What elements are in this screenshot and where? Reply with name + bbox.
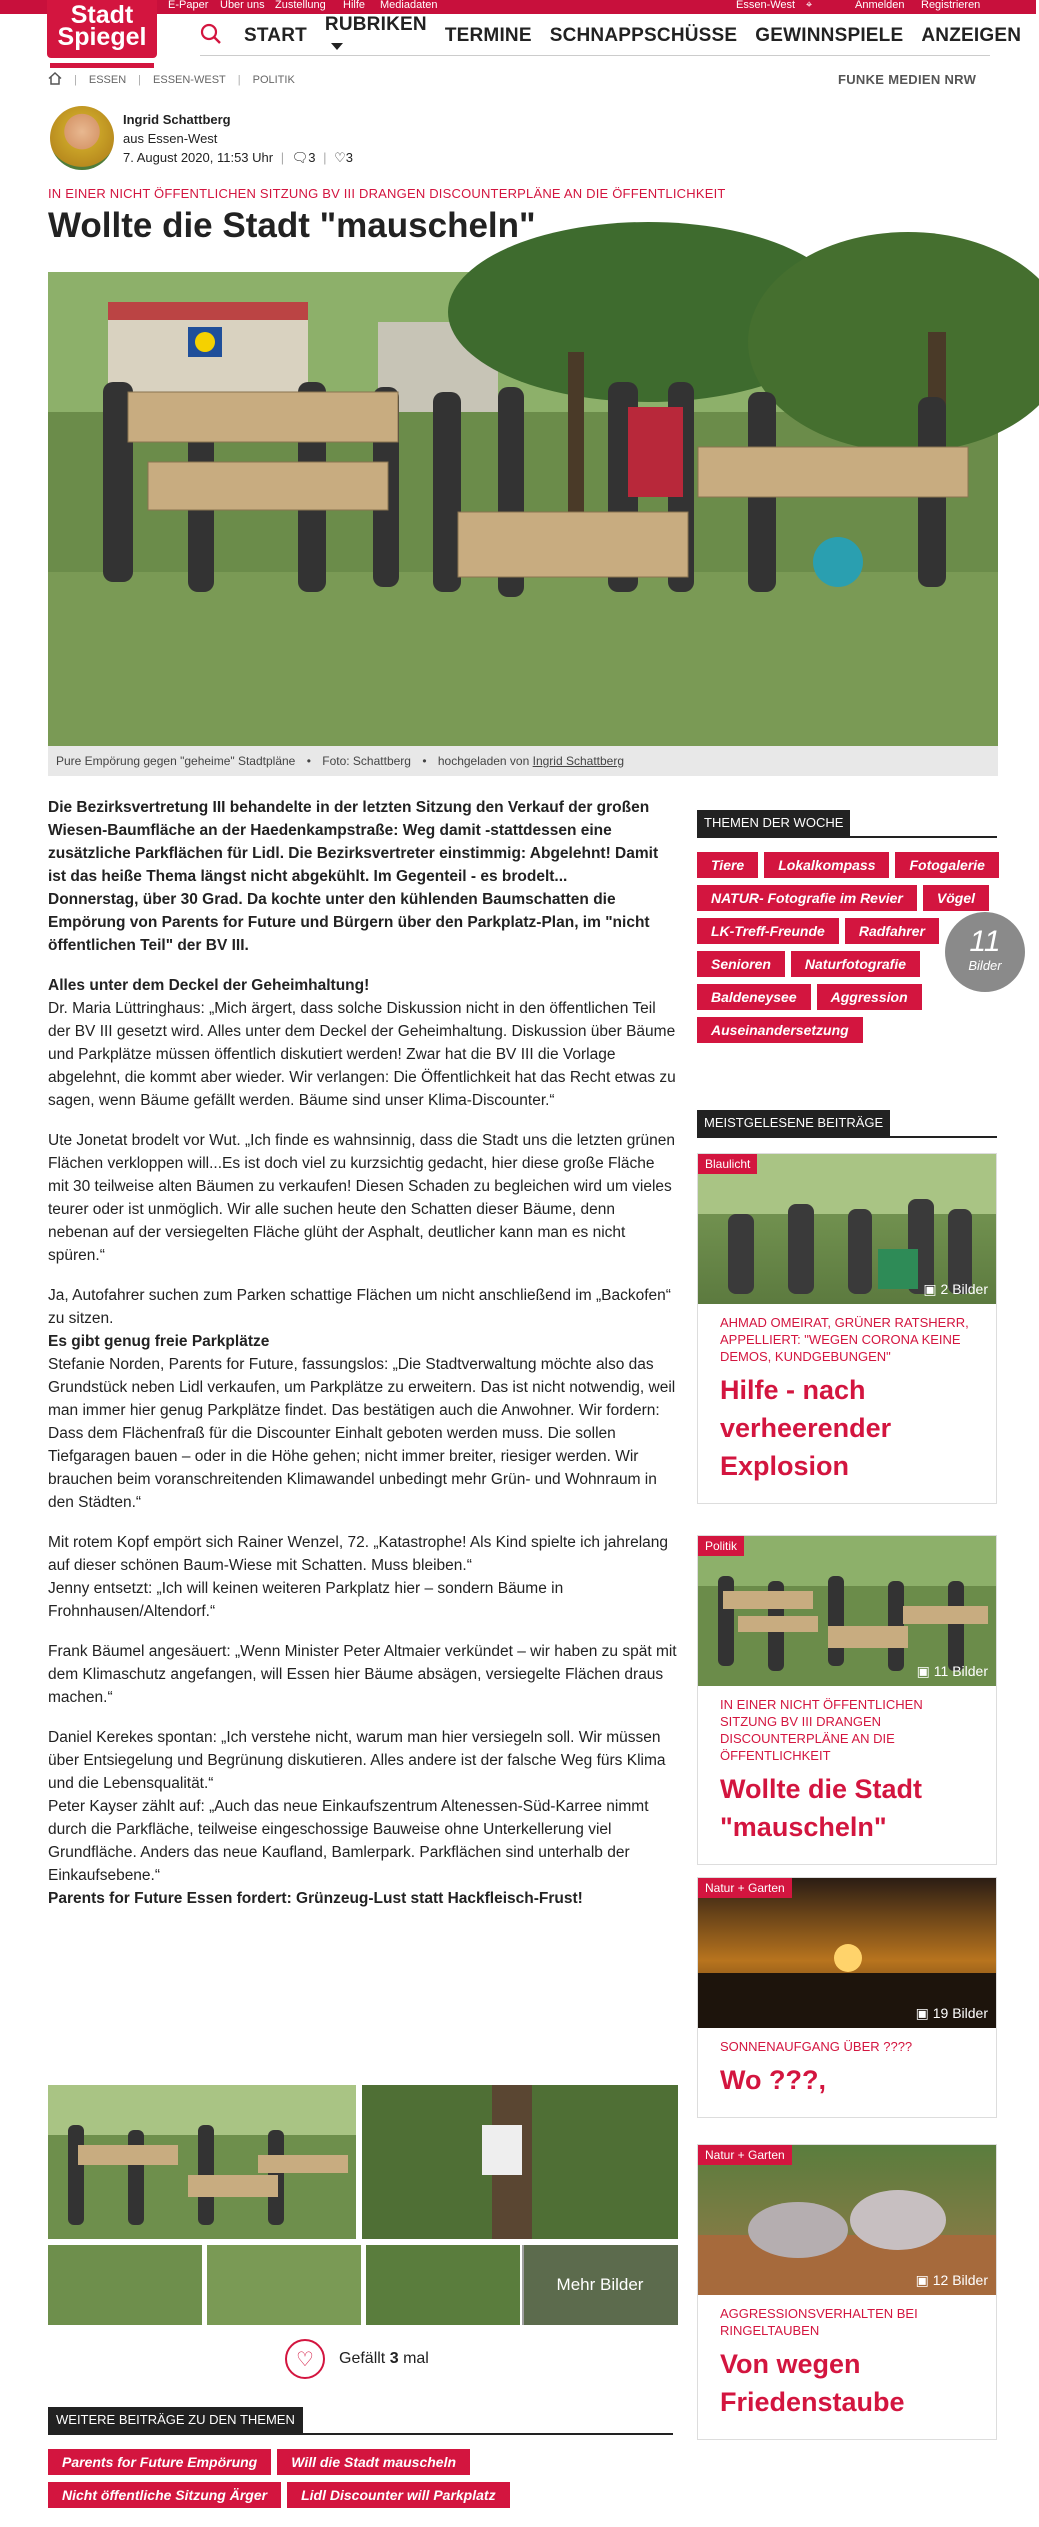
search-icon[interactable] (200, 23, 222, 50)
heart-icon[interactable]: ♡ (334, 150, 346, 165)
topic-tag[interactable]: Senioren (697, 951, 785, 977)
topic-tag[interactable]: Tiere (697, 852, 758, 878)
nav-item-rubriken[interactable]: RUBRIKEN (325, 14, 427, 58)
card-title[interactable]: Wollte die Stadt "mauscheln" (720, 1774, 923, 1842)
popular-card[interactable] (697, 1535, 997, 1865)
topbar-link-help[interactable]: Hilfe (343, 0, 366, 11)
topbar-link-about[interactable]: Über uns (220, 0, 265, 11)
card-image (698, 1154, 996, 1304)
closing-line: Parents for Future Essen fordert: Grünzeug-Lust statt Hackfleisch-Frust! (48, 1890, 583, 1907)
breadcrumb: | ESSEN | ESSEN-WEST | POLITIK (48, 71, 295, 89)
home-icon[interactable] (48, 72, 62, 88)
topbar-link-epaper[interactable]: E-Paper (168, 0, 209, 11)
card-image-count: ▣ 19 Bilder (915, 2005, 988, 2021)
more-topics-divider (48, 2433, 673, 2435)
card-category[interactable]: Natur + Garten (698, 1878, 792, 1898)
uploader-link[interactable]: Ingrid Schattberg (532, 754, 625, 768)
paragraph: Mit rotem Kopf empört sich Rainer Wenzel, 72. „Katastrophe! Als Kind spielte ich jahrelang auf dieser schönen Baum-Wiese mit Schatten. Muss bleiben.“ (48, 1534, 669, 1574)
paragraph: Peter Kayser zählt auf: „Auch das neue Einkaufszentrum Altenessen-Süd-Karree nimmt durch die Parkfläche, teilweise eingeschossige Bauweise ohne Unterkellerung viel Grundfläche. Anders das neue Kaufland, Bamlerpark. Parkflächen sind unterhalb der Einkaufsebene.“ (48, 1798, 649, 1884)
more-images-button[interactable]: Mehr Bilder (522, 2245, 678, 2325)
author-info (123, 110, 353, 167)
register-link[interactable]: Registrieren (921, 0, 981, 11)
popular-heading: MEISTGELESENE BEITRÄGE (697, 1110, 890, 1136)
paragraph: Stefanie Norden, Parents for Future, fassungslos: „Die Stadtverwaltung möchte also das Grundstück neben Lidl verkaufen, um Parkplätze zu erweitern. Das ist nicht notwendig, weil man immer hier genug Parkplätze findet. Das bestätigen auch die Anwohner. Wir fordern: Dass dem Flächenfraß für die Discounter Einhalt geboten werden muss. Die sollen Tiefgaragen bauen – oder in die Höhe gehen; nicht immer breiter, riesiger werden. Wir brauchen beim voranschreitenden Klimawandel unbedingt mehr Grün- und Wohnraum in den Städten.“ (48, 1356, 676, 1511)
card-kicker: AHMAD OMEIRAT, GRÜNER RATSHERR, APPELLIERT: "WEGEN CORONA KEINE DEMOS, KUNDGEBUNGEN" (720, 1315, 969, 1364)
article-intro-2: Donnerstag, über 30 Grad. Da kochte unter den kühlenden Baumschatten die Empörung von Parents for Future und Bürgern über den Parkplatz-Plan, im "nicht öffentlichen Teil" der BV III. (48, 891, 650, 954)
author-avatar[interactable] (50, 106, 114, 170)
popular-card[interactable] (697, 2144, 997, 2440)
gallery-thumb[interactable] (366, 2245, 520, 2325)
topbar-link-media[interactable]: Mediadaten (380, 0, 438, 11)
region-selector[interactable]: Essen-West (736, 0, 796, 11)
card-image-count: ▣ 2 Bilder (923, 1281, 988, 1297)
topic-tag[interactable]: Lokalkompass (764, 852, 889, 878)
topic-tag[interactable]: Baldeneysee (697, 984, 811, 1010)
nav-divider (200, 55, 990, 56)
popular-card[interactable] (697, 1877, 997, 2118)
breadcrumb-essen[interactable]: ESSEN (88, 74, 127, 86)
article-kicker: IN EINER NICHT ÖFFENTLICHEN SITZUNG BV III DRANGEN DISCOUNTERPLÄNE AN DIE ÖFFENTLICHKEIT (48, 186, 726, 201)
topic-tag[interactable]: Radfahrer (845, 918, 939, 944)
main-navigation (200, 14, 1039, 54)
topic-tag[interactable]: Parents for Future Empörung (48, 2449, 271, 2475)
like-count[interactable]: 3 (345, 150, 354, 165)
topic-tag[interactable]: Aggression (817, 984, 922, 1010)
paragraph: Frank Bäumel angesäuert: „Wenn Minister Peter Altmaier verkündet – wir haben zu spät mit dem Klimaschutz angefangen, will Essen hier Bäume absägen, versiegelte Flächen draus machen.“ (48, 1643, 677, 1706)
topbar-link-delivery[interactable]: Zustellung (275, 0, 326, 11)
card-title[interactable]: Wo ???, (720, 2065, 826, 2095)
paragraph: Daniel Kerekes spontan: „Ich verstehe nicht, warum man hier versiegeln soll. Wir müssen über Entsiegelung und Begrünung diskutieren. Alles andere ist der falsche Weg fürs Klima und die Lebensqualität.“ (48, 1729, 666, 1792)
article-title: Wollte die Stadt "mauscheln" (48, 206, 536, 245)
card-category[interactable]: Natur + Garten (698, 2145, 792, 2165)
gallery-thumb[interactable] (48, 2245, 202, 2325)
card-kicker: SONNENAUFGANG ÜBER ???? (720, 2039, 913, 2054)
card-image-count: ▣ 11 Bilder (916, 1663, 988, 1679)
publish-date: 7. August 2020, 11:53 Uhr (123, 150, 274, 165)
image-gallery (48, 2085, 678, 2325)
topic-tag[interactable]: Vögel (923, 885, 989, 911)
more-topic-tags (48, 2449, 678, 2515)
topic-tag[interactable]: Will die Stadt mauscheln (277, 2449, 470, 2475)
camera-icon: ▣ (915, 2005, 933, 2021)
heart-icon[interactable]: ♡ (285, 2339, 325, 2379)
card-category[interactable]: Politik (698, 1536, 744, 1556)
card-title[interactable]: Hilfe - nach verheerender Explosion (720, 1375, 892, 1481)
like-count-label: 3 (389, 2350, 399, 2367)
topic-tags (697, 852, 1007, 1050)
location-icon: ⌖ (806, 0, 813, 11)
comment-icon[interactable]: 🗨 (291, 150, 309, 165)
nav-item-termine[interactable]: TERMINE (444, 25, 532, 46)
hero-photo-illustration (48, 272, 998, 746)
topics-heading: THEMEN DER WOCHE (697, 810, 850, 836)
breadcrumb-politik[interactable]: POLITIK (252, 74, 295, 86)
topic-tag[interactable]: Naturfotografie (791, 951, 920, 977)
article-intro: Die Bezirksvertretung III behandelte in der letzten Sitzung den Verkauf der großen Wiesen-Baumfläche an der Haedenkampstraße: Weg damit -stattdessen eine zusätzliche Parkflächen für Lidl. Die Bezirksvertreter einstimmig: Abgelehnt! Damit ist das heiße Thema längst nicht abgekühlt. Im Gegenteil - es brodelt... (48, 799, 659, 885)
author-name[interactable]: Ingrid Schattberg (123, 112, 231, 127)
topic-tag[interactable]: Auseinandersetzung (697, 1017, 863, 1043)
gallery-count-badge[interactable]: 11 Bilder (945, 912, 1025, 992)
breadcrumb-essen-west[interactable]: ESSEN-WEST (153, 74, 226, 86)
topic-tag[interactable]: LK-Treff-Freunde (697, 918, 839, 944)
subheading: Alles unter dem Deckel der Geheimhaltung! (48, 977, 370, 994)
card-kicker: IN EINER NICHT ÖFFENTLICHEN SITZUNG BV III DRANGEN DISCOUNTERPLÄNE AN DIE ÖFFENTLICHKEIT (720, 1697, 923, 1763)
topics-divider (697, 836, 997, 838)
camera-icon: ▣ (923, 1281, 941, 1297)
paragraph: Ja, Autofahrer suchen zum Parken schattige Flächen um nicht anschließend im „Backofen“ zu sitzen. (48, 1287, 671, 1327)
login-link[interactable]: Anmelden (855, 0, 905, 11)
camera-icon: ▣ (916, 1663, 934, 1679)
card-kicker: AGGRESSIONSVERHALTEN BEI RINGELTAUBEN (720, 2306, 918, 2338)
subheading: Es gibt genug freie Parkplätze (48, 1333, 270, 1350)
article-meta: 7. August 2020, 11:53 Uhr | 🗨3 | ♡3 (123, 150, 354, 165)
card-image (698, 2145, 996, 2295)
popular-card[interactable] (697, 1153, 997, 1504)
card-category[interactable]: Blaulicht (698, 1154, 757, 1174)
gallery-thumb[interactable] (362, 2085, 678, 2239)
card-image-count: ▣ 12 Bilder (915, 2272, 988, 2288)
nav-item-schnappschuesse[interactable]: SCHNAPPSCHÜSSE (549, 25, 738, 46)
camera-icon: ▣ (915, 2272, 933, 2288)
topic-tag[interactable]: Lidl Discounter will Parkplatz (287, 2482, 509, 2508)
popular-divider (697, 1136, 997, 1138)
card-image (698, 1878, 996, 2028)
gallery-thumb[interactable] (207, 2245, 361, 2325)
site-logo[interactable]: Stadt Spiegel (47, 0, 157, 58)
nav-item-anzeigen[interactable]: ANZEIGEN (921, 25, 1022, 46)
paragraph: Jenny entsetzt: „Ich will keinen weiteren Parkplatz hier – sondern Bäume in Frohnhausen/Altendorf.“ (48, 1580, 564, 1620)
paragraph: Dr. Maria Lüttringhaus: „Mich ärgert, dass solche Diskussion nicht in den öffentlichen Teil der BV III gesetzt wird. Alles unter dem Deckel der Geheimhaltung. Diskussion über Bäume und Parkplätze müssen öffentlich diskutiert werden! Zwar hat die BV III die Vorlage abgelehnt, die kommt aber wieder. Wir verlangen: Die Öffentlichkeit hat das Recht etwas zu sagen, wenn Bäume gefällt werden. Bäume sind unser Klima-Discounter.“ (48, 1000, 676, 1109)
topic-tag[interactable]: Nicht öffentliche Sitzung Ärger (48, 2482, 281, 2508)
topic-tag[interactable]: NATUR- Fotografie im Revier (697, 885, 917, 911)
image-caption: Pure Empörung gegen "geheime" Stadtpläne • Foto: Schattberg • hochgeladen von Ingrid Schattberg (48, 746, 998, 776)
article-body (48, 796, 678, 1910)
like-section: ♡ Gefällt 3 mal (285, 2339, 429, 2379)
card-title[interactable]: Von wegen Friedenstaube (720, 2349, 905, 2417)
chevron-down-icon (331, 43, 343, 50)
topic-tag[interactable]: Fotogalerie (895, 852, 998, 878)
card-image (698, 1536, 996, 1686)
comment-count[interactable]: 3 (308, 150, 316, 165)
author-location: aus Essen-West (123, 131, 218, 146)
funke-brand-logo: FUNKE MEDIEN NRW (838, 72, 977, 87)
more-topics-heading: WEITERE BEITRÄGE ZU DEN THEMEN (48, 2407, 303, 2433)
gallery-thumb[interactable] (48, 2085, 356, 2239)
nav-item-start[interactable]: START (244, 25, 307, 46)
nav-item-gewinnspiele[interactable]: GEWINNSPIELE (755, 25, 904, 46)
paragraph: Ute Jonetat brodelt vor Wut. „Ich finde es wahnsinnig, dass die Stadt uns die letzten grünen Flächen verkloppen will...Es ist doch viel zu kurzsichtig gedacht, hier diese große Fläche mit 30 teilweise alten Bäumen zu verkaufen! Diesen Schaden zu begleichen wird um vieles teurer oder ist unmöglich. Wir alle suchen heute den Schatten dieser Bäume, denn nebenan auf der versiegelten Fläche glüht der Asphalt, deutlicher kann man es nicht spüren.“ (48, 1132, 675, 1264)
logo-underline (50, 63, 154, 68)
